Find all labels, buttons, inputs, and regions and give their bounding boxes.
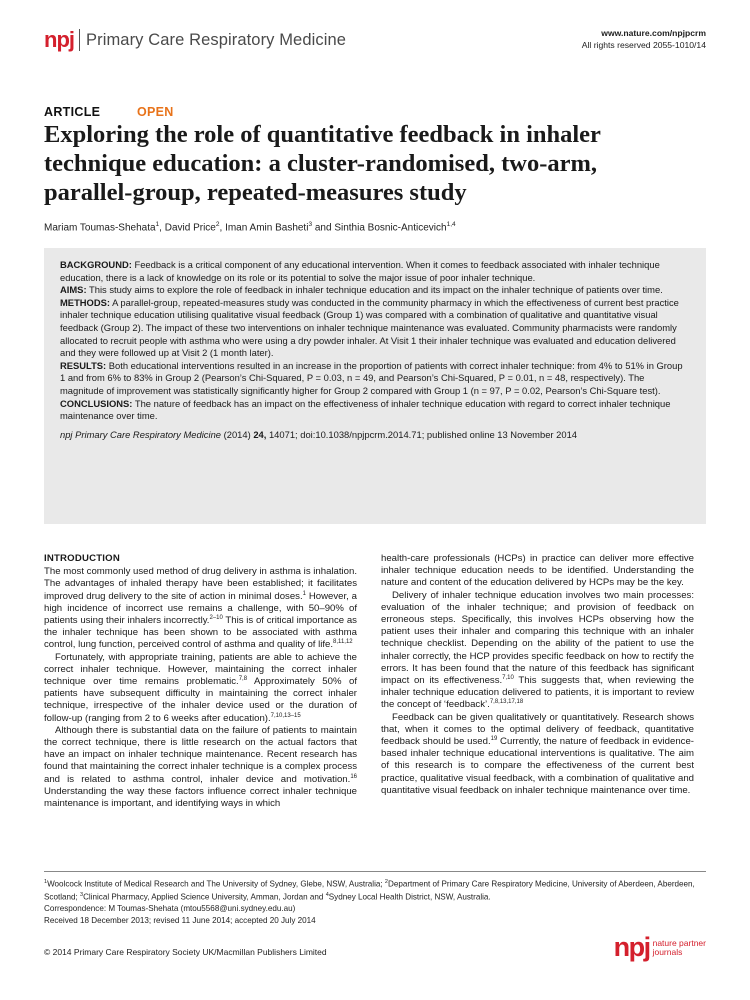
author-affiliation: 2: [215, 221, 220, 228]
abstract-aims: AIMS: This study aims to explore the role of feedback in inhaler technique education and its impact on the inhaler technique of patients over time.: [60, 284, 663, 296]
body-paragraph: Although there is substantial data on the failure of patients to maintain the correct technique, there is little research on the actual factors that have an impact on inhaler technique maintenance. Recent research has found that maintaining the correct inhaler technique is a complex process and is related to asthma control, inhaler device and motivation.$^{16}$ Understanding the way these factors influence correct inhaler technique maintenance is important, and identifying ways in which: [44, 724, 357, 810]
reference-link[interactable]: 2–10: [209, 614, 223, 621]
npj-logo: npj: [44, 27, 74, 52]
affiliations: $^1$Woolcock Institute of Medical Research and The University of Sydney, Glebe, NSW, Australia; $^2$Department of Primary Care Respiratory Medicine, University of Aberdeen, Aberdeen, Scotland; $^3$Clinical Pharmacy, Applied Science University, Amman, Jordan and $^4$Sydney Local Health District, NSW, Australia.: [44, 879, 695, 902]
abstract-background: BACKGROUND: Feedback is a critical component of any educational intervention. When it comes to feedback associated with inhaler technique education, there is a lack of knowledge on its role or its potential to solve the major issue of poor inhaler technique.: [60, 259, 660, 283]
reference-link[interactable]: 7,8,13,17,18: [489, 699, 524, 706]
abstract-conclusions: CONCLUSIONS: The nature of feedback has an impact on the effectiveness of inhaler technique education with regard to correct inhaler technique maintenance over time.: [60, 397, 671, 422]
abstract-results: RESULTS: Both educational interventions resulted in an increase in the proportion of patients with correct inhaler technique: from 4% to 51% in Group 1 and from 6% to 83% in Group 2 (Pearson’s Chi-Squared, P = 0.03, n = 49, and Pearson’s Chi-Squared, P = 0.01, n = 48, respectively). The magnitude of improvement was statistically significantly higher for Group 2 compared with Group 1 (n = 97, P = 0.02, Pearson’s Chi-Square test).: [60, 359, 683, 396]
abstract-box: [44, 248, 706, 524]
reference-link[interactable]: 8,11,12: [333, 639, 353, 646]
body-paragraph: Fortunately, with appropriate training, patients are able to achieve the correct inhaler technique. However, maintaining the correct inhaler technique over time remains problematic.$^{7,8}$ Approximately 50% of patients have subsequent difficulty in maintaining the correct inhaler technique, irrespective of the inhaler device used or the duration of follow-up (ranging from 2 to 6 weeks after education).$^{7,10,13-15}$: [44, 651, 357, 724]
header-meta: [582, 28, 706, 51]
author-name: Iman Amin Basheti: [225, 222, 309, 234]
journal-name: Primary Care Respiratory Medicine: [86, 30, 347, 49]
author-affiliation: 1,4: [446, 221, 456, 228]
body-paragraph: Delivery of inhaler technique education involves two main processes: evaluation of the inhaler technique; and provision of feedback on erroneous steps. Specifically, this involves HCPs observing how the patient uses their inhaler and comparing this technique with an inhaler technique checklist. Depending on the ability of the patient to use the inhaler correctly, the HCP provides specific feedback on how to rectify the errors. It has been found that the nature of this feedback has significant impact on its effectiveness.$^{7,10}$ This suggests that, when reviewing the inhaler technique education delivered to patients, it is important to review the concept of ‘feedback’.$^{7,8,13,17,18}$: [381, 589, 694, 711]
open-access-badge: OPEN: [137, 105, 174, 119]
reference-link[interactable]: 1: [302, 590, 306, 597]
correspondence: Correspondence: M Toumas-Shehata (mtou5568@uni.sydney.edu.au): [44, 904, 296, 914]
copyright-notice: © 2014 Primary Care Respiratory Society UK/Macmillan Publishers Limited: [44, 947, 327, 957]
partner-journals-text: nature partner journals: [652, 937, 706, 957]
reference-link[interactable]: 16: [350, 773, 357, 780]
author-list: Mariam Toumas-Shehata$^1$, David Price$^2$, Iman Amin Basheti$^3$ and Sinthia Bosnic-Anticevich$^{1,4}$: [44, 221, 456, 234]
article-dates: Received 18 December 2013; revised 11 June 2014; accepted 20 July 2014: [44, 915, 316, 925]
author-name: Sinthia Bosnic-Anticevich: [334, 222, 447, 234]
author-affiliation: 1: [155, 221, 160, 228]
journal-url[interactable]: www.nature.com/npjpcrm: [601, 28, 706, 38]
journal-masthead: [44, 29, 346, 51]
abstract-methods: METHODS: A parallel-group, repeated-measures study was conducted in the community pharmacy in which the effectiveness of current best practice inhaler technique education utilising qualitative visual feedback (Group 1) was compared with a combination of qualitative and quantitative visual feedback (Group 2). The impact of these two interventions on inhaler technique maintenance was evaluated. Community pharmacists were randomly allocated to recruit people with asthma who were using a dry powder inhaler. At Visit 1 their inhaler technique was evaluated and education delivered and they were followed up at Visit 2 (1 month later).: [60, 296, 679, 359]
body-paragraph: The most commonly used method of drug delivery in asthma is inhalation. The advantages of inhaled therapy have been established; it facilitates improved drug delivery to the site of action in minimal doses.$^1$ However, a high incidence of incorrect use remains a challenge, with 50–90% of patients using their inhalers incorrectly.$^{2-10}$ This is of critical importance as the inhaler technique has been shown to be associated with asthma control, lung function, perceived control of asthma and quality of life.$^{8,11,12}$: [44, 566, 358, 651]
body-paragraph: Feedback can be given qualitatively or quantitatively. Research shows that, when it comes to the optimal delivery of feedback, quantitative feedback should be used.$^{19}$ Currently, the nature of feedback in evidence-based inhaler technique educational interventions is qualitative. The aim of this research is to compare the effectiveness of the current best practice, qualitative visual feedback, with a combination of qualitative and quantitative visual feedback on inhaler technique maintenance over time.: [381, 711, 694, 796]
body-column-right: [381, 553, 694, 797]
nature-partner-journals-logo: [614, 934, 706, 961]
body-column-left: [44, 553, 357, 810]
article-title: Exploring the role of quantitative feedback in inhaler technique education: a cluster-randomised, two-arm, parallel-group, repeated-measures study: [44, 121, 601, 206]
footer-npj-logo: npj: [613, 932, 650, 962]
footnote-divider: [44, 871, 706, 872]
reference-link[interactable]: 7,8: [238, 675, 248, 682]
article-type-label: ARTICLE: [44, 105, 101, 119]
masthead-divider: [79, 29, 80, 51]
reference-link[interactable]: 19: [490, 735, 498, 742]
rights-statement: All rights reserved 2055-1010/14: [581, 39, 706, 50]
reference-link[interactable]: 7,10: [502, 674, 514, 681]
body-paragraph: health-care professionals (HCPs) in practice can deliver more effective inhaler technique education needs to be identified. Understanding the nature and content of the education delivered by HCPs may be the key.: [381, 553, 694, 589]
author-name: Mariam Toumas-Shehata: [44, 222, 156, 234]
citation-line: npj Primary Care Respiratory Medicine (2014) 24, 14071; doi:10.1038/npjpcrm.2014.71; published online 13 November 2014: [60, 428, 578, 440]
author-name: David Price: [164, 222, 216, 234]
author-affiliation: 3: [308, 221, 313, 228]
footnotes: [44, 877, 706, 926]
section-heading-introduction: INTRODUCTION: [44, 553, 120, 564]
reference-link[interactable]: 7,10,13–15: [270, 712, 301, 719]
